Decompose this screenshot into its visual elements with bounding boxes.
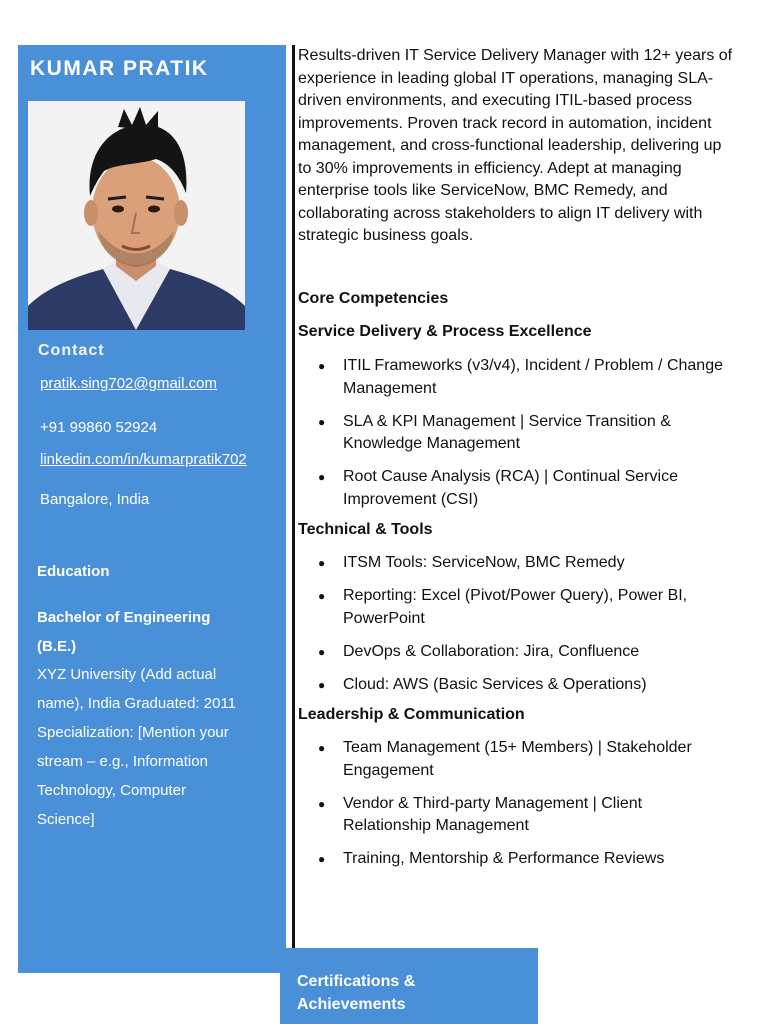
bullet-icon: ● xyxy=(318,852,326,866)
bullet-icon: ● xyxy=(318,414,326,429)
technical-tools-list xyxy=(298,552,728,707)
candidate-name: KUMAR PRATIK xyxy=(30,57,209,80)
bullet-icon: ● xyxy=(318,556,326,570)
sidebar xyxy=(18,45,286,973)
bullet-icon: ● xyxy=(318,644,326,659)
education-heading: Education xyxy=(37,563,110,580)
leadership-list xyxy=(298,737,728,881)
linkedin-link[interactable]: linkedin.com/in/kumarpratik702 xyxy=(40,451,247,468)
location: Bangalore, India xyxy=(40,491,150,508)
list-item xyxy=(298,641,728,664)
list-item xyxy=(298,793,728,838)
list-item-text: Vendor & Third-party Management | Client Relationship Management xyxy=(343,794,643,834)
list-item-text: Training, Mentorship & Performance Reviews xyxy=(343,850,665,867)
list-item xyxy=(298,737,728,782)
certifications-heading: Certifications & Achievements xyxy=(297,973,416,1013)
list-item xyxy=(298,355,728,400)
list-item-text: ITIL Frameworks (v3/v4), Incident / Problem / Change Management xyxy=(343,357,723,397)
email-link[interactable]: pratik.sing702@gmail.com xyxy=(40,375,217,392)
section-title-service-delivery: Service Delivery & Process Excellence xyxy=(298,323,592,340)
core-competencies-heading: Core Competencies xyxy=(298,290,449,307)
bullet-icon: ● xyxy=(318,796,326,811)
list-item xyxy=(298,848,728,871)
list-item-text: Reporting: Excel (Pivot/Power Query), Power BI, PowerPoint xyxy=(343,587,688,627)
phone-number: +91 99860 52924 xyxy=(40,419,158,436)
list-item xyxy=(298,552,728,575)
bullet-icon: ● xyxy=(318,470,326,484)
bullet-icon: ● xyxy=(318,677,326,692)
education-degree: Bachelor of Engineering (B.E.) xyxy=(37,609,211,655)
column-divider xyxy=(292,45,295,948)
list-item-text: SLA & KPI Management | Service Transition & Knowledge Management xyxy=(343,412,671,452)
section-title-leadership: Leadership & Communication xyxy=(298,706,525,723)
service-delivery-list xyxy=(298,355,728,522)
list-item xyxy=(298,585,728,630)
list-item-text: DevOps & Collaboration: Jira, Confluence xyxy=(343,642,640,660)
bullet-icon: ● xyxy=(318,589,326,603)
education-details: XYZ University (Add actual name), India Graduated: 2011 Specialization: [Mention your stream – e.g., Information Technology, Computer Science] xyxy=(37,666,237,828)
list-item-text: Cloud: AWS (Basic Services & Operations) xyxy=(343,675,647,693)
professional-summary: Results-driven IT Service Delivery Manager with 12+ years of experience in leading global IT operations, managing SLA-driven environments, and executing ITIL-based process improvements. Proven track record in automation, incident management, and cross-functional leadership, delivering up to 30% improvements in efficiency. Adept at managing enterprise tools like ServiceNow, BMC Remedy, and collaborating across stakeholders to align IT delivery with strategic business goals. xyxy=(298,47,733,244)
portrait-illustration xyxy=(28,101,245,330)
main-content xyxy=(298,45,738,867)
list-item xyxy=(298,466,728,511)
section-title-technical-tools: Technical & Tools xyxy=(298,521,433,538)
contact-heading: Contact xyxy=(38,342,105,359)
profile-photo xyxy=(28,101,245,330)
list-item-text: Root Cause Analysis (RCA) | Continual Service Improvement (CSI) xyxy=(343,468,678,508)
bullet-icon: ● xyxy=(318,741,326,755)
list-item xyxy=(298,674,728,697)
list-item-text: Team Management (15+ Members) | Stakeholder Engagement xyxy=(343,739,692,779)
bullet-icon: ● xyxy=(318,359,326,373)
certifications-banner xyxy=(280,948,538,1024)
list-item xyxy=(298,411,728,456)
list-item-text: ITSM Tools: ServiceNow, BMC Remedy xyxy=(343,554,625,571)
